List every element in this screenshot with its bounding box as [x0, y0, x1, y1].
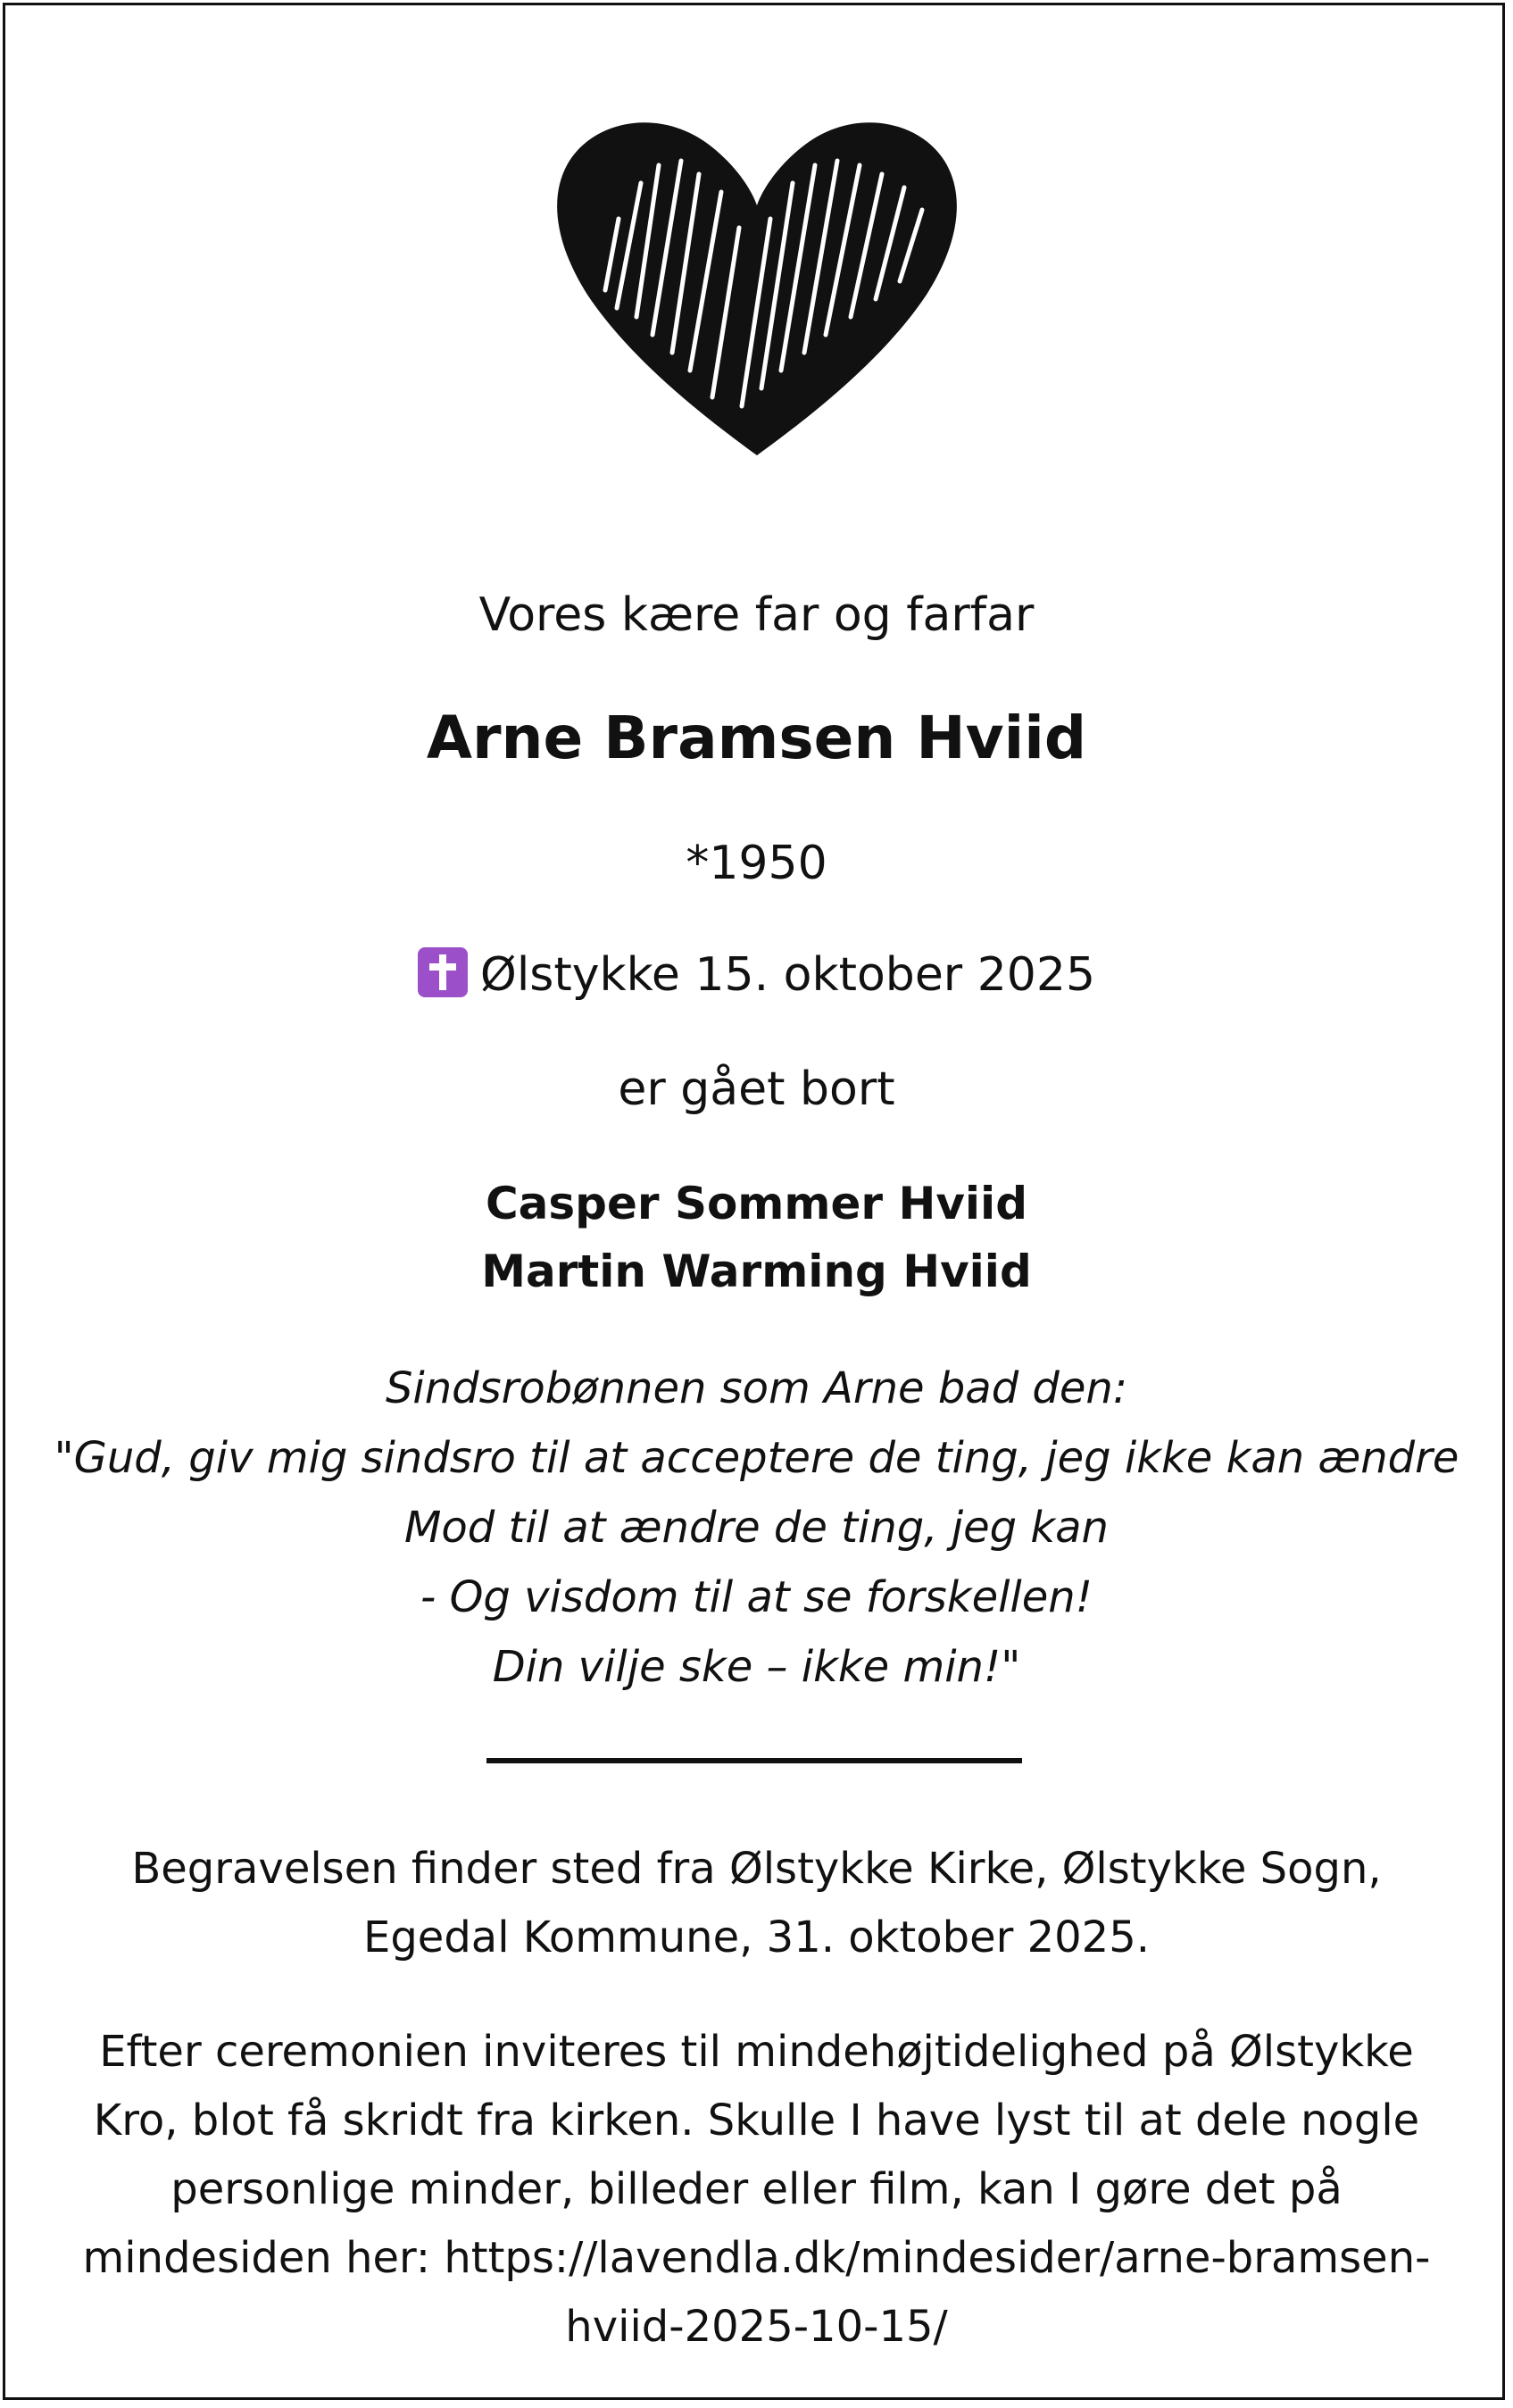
cross-emoji-icon [418, 947, 468, 997]
serenity-prayer [36, 1354, 1477, 1702]
prayer-line: Mod til at ændre de ting, jeg kan [404, 1503, 1109, 1553]
prayer-line: - Og visdom til at se forskellen! [420, 1572, 1093, 1622]
invite-line: Kro, blot få skridt fra kirken. Skulle I have lyst til at dele nogle [93, 2096, 1420, 2146]
funeral-line: Begravelsen finder sted fra Ølstykke Kirke, Ølstykke Sogn, [131, 1844, 1382, 1894]
deceased-name: Arne Bramsen Hviid [426, 704, 1087, 772]
invite-line: Efter ceremonien inviteres til mindehøjtidelighed på Ølstykke [99, 2027, 1414, 2077]
heart-icon [547, 112, 967, 478]
birth-year: *1950 [686, 837, 827, 890]
funeral-info [36, 1835, 1477, 1972]
prayer-line: "Gud, giv mig sindsro til at acceptere de ting, jeg ikke kan ændre [54, 1433, 1459, 1483]
intro-text: Vores kære far og farfar [478, 588, 1035, 642]
divider-line [486, 1758, 1022, 1763]
heart-emblem [0, 112, 1513, 478]
memorial-invitation [36, 2018, 1477, 2362]
survivors-list [36, 1170, 1477, 1305]
survivor-name: Casper Sommer Hviid [485, 1178, 1027, 1229]
passed-away-text: er gået bort [618, 1062, 895, 1116]
funeral-line: Egedal Kommune, 31. oktober 2025. [362, 1912, 1150, 1962]
invite-line: hviid-2025-10-15/ [565, 2302, 948, 2352]
survivor-name: Martin Warming Hviid [481, 1246, 1032, 1297]
invite-line: mindesiden her: https://lavendla.dk/mindesider/arne-bramsen- [82, 2233, 1431, 2283]
invite-line: personlige minder, billeder eller film, kan I gøre det på [170, 2164, 1343, 2214]
prayer-line: Sindsrobønnen som Arne bad den: [385, 1363, 1128, 1413]
prayer-line: Din vilje ske – ikke min!" [492, 1642, 1021, 1692]
death-line [36, 946, 1477, 1004]
death-place-date: Ølstykke 15. oktober 2025 [479, 948, 1096, 1002]
